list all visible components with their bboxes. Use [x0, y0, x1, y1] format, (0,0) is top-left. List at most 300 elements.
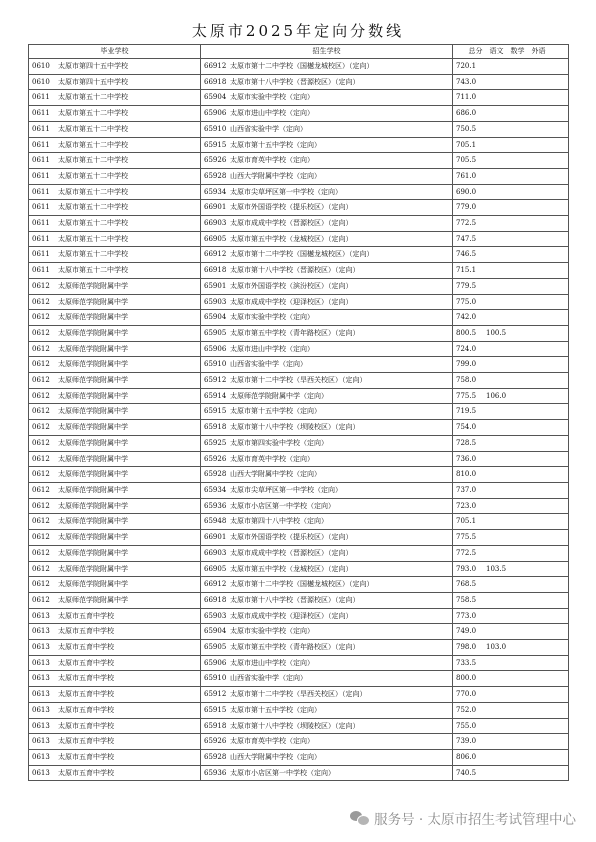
table-row	[29, 106, 569, 122]
table-row	[29, 451, 569, 467]
grad-school-cell	[29, 640, 201, 656]
table-row	[29, 121, 569, 137]
table-row	[29, 278, 569, 294]
score-cell	[453, 153, 569, 169]
total-score: 739.0	[456, 737, 477, 746]
score-cell	[453, 514, 569, 530]
grad-school-cell	[29, 687, 201, 703]
score-cell	[453, 388, 569, 404]
recruit-school-name: 太原市外国语学校（提乐校区）（定向）	[230, 203, 353, 212]
grad-school-cell	[29, 671, 201, 687]
recruit-school-code: 65904	[204, 313, 227, 322]
grad-school-name: 太原市第五十二中学校	[58, 93, 128, 102]
recruit-school-code: 66912	[204, 580, 227, 589]
recruit-school-name: 太原市尖草坪区第一中学校（定向）	[230, 187, 342, 196]
recruit-school-cell	[201, 734, 453, 750]
grad-school-name: 太原市第五十二中学校	[58, 124, 128, 133]
recruit-school-cell	[201, 514, 453, 530]
grad-school-cell	[29, 577, 201, 593]
total-score: 793.0	[456, 564, 477, 573]
score-cell	[453, 168, 569, 184]
table-header-row	[29, 45, 569, 59]
total-score: 720.1	[456, 62, 477, 70]
recruit-school-cell	[201, 545, 453, 561]
recruit-school-cell	[201, 216, 453, 232]
total-score: 742.0	[456, 313, 477, 322]
grad-school-cell	[29, 514, 201, 530]
recruit-school-name: 太原市第十八中学校（坝陵校区）（定向）	[230, 423, 360, 432]
grad-school-cell	[29, 373, 201, 389]
recruit-school-code: 66912	[204, 62, 227, 70]
recruit-school-code: 65914	[204, 391, 227, 400]
grad-school-name: 太原师范学院附属中学	[58, 470, 128, 479]
grad-school-code: 0612	[32, 470, 50, 479]
grad-school-code: 0610	[32, 77, 50, 86]
grad-school-name: 太原师范学院附属中学	[58, 328, 128, 337]
header-math: 数学	[510, 47, 525, 55]
grad-school-code: 0611	[32, 203, 50, 212]
recruit-school-name: 太原市育英中学校（定向）	[230, 156, 314, 165]
grad-school-code: 0613	[32, 658, 50, 667]
total-score: 810.0	[456, 470, 477, 479]
grad-school-name: 太原市第五十二中学校	[58, 234, 128, 243]
score-cell	[453, 498, 569, 514]
grad-school-cell	[29, 310, 201, 326]
total-score: 705.5	[456, 156, 477, 165]
grad-school-cell	[29, 404, 201, 420]
recruit-school-name: 山西大学附属中学校（定向）	[230, 752, 321, 761]
grad-school-code: 0613	[32, 690, 50, 699]
grad-school-name: 太原市五育中学校	[58, 737, 114, 746]
recruit-school-name: 太原市第十五中学校（定向）	[230, 140, 321, 149]
grad-school-name: 太原师范学院附属中学	[58, 501, 128, 510]
recruit-school-name: 太原市第十八中学校（坝陵校区）（定向）	[230, 721, 360, 730]
grad-school-name: 太原市五育中学校	[58, 721, 114, 730]
recruit-school-code: 65918	[204, 721, 227, 730]
recruit-school-cell	[201, 702, 453, 718]
recruit-school-cell	[201, 90, 453, 106]
total-score: 733.5	[456, 658, 477, 667]
recruit-school-name: 太原市进山中学校（定向）	[230, 658, 314, 667]
grad-school-name: 太原市五育中学校	[58, 611, 114, 620]
total-score: 758.5	[456, 595, 477, 604]
table-row	[29, 561, 569, 577]
recruit-school-cell	[201, 718, 453, 734]
recruit-school-code: 65910	[204, 360, 227, 369]
score-cell	[453, 263, 569, 279]
recruit-school-name: 太原市第十五中学校（定向）	[230, 705, 321, 714]
grad-school-name: 太原师范学院附属中学	[58, 407, 128, 416]
recruit-school-cell	[201, 671, 453, 687]
recruit-school-name: 太原市育英中学校（定向）	[230, 737, 314, 746]
grad-school-cell	[29, 655, 201, 671]
recruit-school-name: 山西省实验中学（定向）	[230, 124, 307, 133]
grad-school-name: 太原市五育中学校	[58, 643, 114, 652]
grad-school-name: 太原师范学院附属中学	[58, 548, 128, 557]
grad-school-code: 0612	[32, 438, 50, 447]
grad-school-cell	[29, 341, 201, 357]
recruit-school-cell	[201, 435, 453, 451]
recruit-school-code: 66903	[204, 219, 227, 228]
score-cell	[453, 749, 569, 765]
score-cell	[453, 640, 569, 656]
score-cell	[453, 451, 569, 467]
total-score: 775.0	[456, 297, 477, 306]
recruit-school-cell	[201, 687, 453, 703]
table-row	[29, 294, 569, 310]
table-row	[29, 184, 569, 200]
recruit-school-name: 太原市成成中学校（迎泽校区）（定向）	[230, 611, 353, 620]
recruit-school-code: 65934	[204, 187, 227, 196]
recruit-school-cell	[201, 420, 453, 436]
grad-school-name: 太原师范学院附属中学	[58, 454, 128, 463]
page-title: 太原市2025年定向分数线	[191, 22, 405, 40]
recruit-school-code: 65912	[204, 376, 227, 385]
table-row	[29, 137, 569, 153]
score-cell	[453, 608, 569, 624]
grad-school-name: 太原市第五十二中学校	[58, 250, 128, 259]
recruit-school-cell	[201, 325, 453, 341]
recruit-school-code: 65925	[204, 438, 227, 447]
recruit-school-cell	[201, 231, 453, 247]
recruit-school-code: 65904	[204, 93, 227, 102]
table-row	[29, 310, 569, 326]
recruit-school-name: 太原市第十二中学校（国樾龙城校区）（定向）	[230, 580, 374, 589]
grad-school-name: 太原师范学院附属中学	[58, 595, 128, 604]
grad-school-code: 0613	[32, 627, 50, 636]
recruit-school-cell	[201, 561, 453, 577]
table-row	[29, 702, 569, 718]
grad-school-name: 太原师范学院附属中学	[58, 376, 128, 385]
total-score: 768.5	[456, 580, 477, 589]
recruit-school-cell	[201, 530, 453, 546]
recruit-school-name: 山西大学附属中学校（定向）	[230, 470, 321, 479]
grad-school-code: 0611	[32, 93, 50, 102]
table-row	[29, 467, 569, 483]
total-score: 743.0	[456, 77, 477, 86]
score-cell	[453, 530, 569, 546]
grad-school-code: 0612	[32, 407, 50, 416]
recruit-school-name: 太原市第五中学校（龙城校区）（定向）	[230, 234, 353, 243]
total-score: 737.0	[456, 485, 477, 494]
chinese-score: 100.5	[486, 328, 507, 337]
header-scores	[453, 45, 569, 59]
total-score: 736.0	[456, 454, 477, 463]
chinese-score: 103.0	[486, 643, 507, 652]
total-score: 758.0	[456, 376, 477, 385]
grad-school-cell	[29, 106, 201, 122]
recruit-school-name: 山西省实验中学（定向）	[230, 674, 307, 683]
grad-school-cell	[29, 467, 201, 483]
table-row	[29, 357, 569, 373]
total-score: 800.0	[456, 674, 477, 683]
recruit-school-code: 66918	[204, 595, 227, 604]
total-score: 779.0	[456, 203, 477, 212]
table-row	[29, 592, 569, 608]
header-english: 外语	[531, 47, 546, 55]
grad-school-name: 太原市第五十二中学校	[58, 140, 128, 149]
recruit-school-name: 太原市第十二中学校（国樾龙城校区）（定向）	[230, 250, 374, 259]
grad-school-cell	[29, 216, 201, 232]
grad-school-name: 太原市五育中学校	[58, 658, 114, 667]
grad-school-cell	[29, 231, 201, 247]
grad-school-name: 太原市五育中学校	[58, 674, 114, 683]
grad-school-code: 0611	[32, 171, 50, 180]
total-score: 761.0	[456, 171, 477, 180]
score-cell	[453, 561, 569, 577]
grad-school-cell	[29, 420, 201, 436]
table-row	[29, 435, 569, 451]
recruit-school-cell	[201, 373, 453, 389]
grad-school-code: 0611	[32, 234, 50, 243]
recruit-school-code: 65906	[204, 658, 227, 667]
grad-school-code: 0612	[32, 344, 50, 353]
grad-school-name: 太原师范学院附属中学	[58, 297, 128, 306]
grad-school-code: 0613	[32, 721, 50, 730]
score-cell	[453, 671, 569, 687]
grad-school-name: 太原师范学院附属中学	[58, 485, 128, 494]
score-cell	[453, 325, 569, 341]
grad-school-code: 0612	[32, 485, 50, 494]
recruit-school-code: 66918	[204, 266, 227, 275]
recruit-school-code: 65903	[204, 297, 227, 306]
total-score: 724.0	[456, 344, 477, 353]
table-row	[29, 545, 569, 561]
score-cell	[453, 435, 569, 451]
grad-school-code: 0612	[32, 580, 50, 589]
recruit-school-cell	[201, 482, 453, 498]
recruit-school-name: 山西大学附属中学校（定向）	[230, 171, 321, 180]
grad-school-code: 0612	[32, 454, 50, 463]
table-row	[29, 655, 569, 671]
score-cell	[453, 231, 569, 247]
table-row	[29, 514, 569, 530]
recruit-school-code: 65928	[204, 470, 227, 479]
recruit-school-code: 66912	[204, 250, 227, 259]
recruit-school-code: 65936	[204, 501, 227, 510]
footer-watermark	[350, 808, 576, 828]
recruit-school-cell	[201, 749, 453, 765]
grad-school-name: 太原师范学院附属中学	[58, 564, 128, 573]
recruit-school-code: 66901	[204, 533, 227, 542]
grad-school-name: 太原市五育中学校	[58, 752, 114, 761]
total-score: 750.5	[456, 124, 477, 133]
header-recruit-school: 招生学校	[201, 45, 453, 59]
grad-school-name: 太原师范学院附属中学	[58, 344, 128, 353]
grad-school-code: 0612	[32, 328, 50, 337]
header-chinese: 语文	[489, 47, 504, 55]
grad-school-cell	[29, 74, 201, 90]
grad-school-name: 太原市第五十二中学校	[58, 156, 128, 165]
recruit-school-code: 65918	[204, 423, 227, 432]
recruit-school-code: 65906	[204, 109, 227, 118]
chinese-score: 106.0	[486, 391, 507, 400]
score-cell	[453, 294, 569, 310]
grad-school-cell	[29, 498, 201, 514]
grad-school-name: 太原市第五十二中学校	[58, 171, 128, 180]
table-row	[29, 341, 569, 357]
grad-school-code: 0612	[32, 376, 50, 385]
grad-school-code: 0612	[32, 391, 50, 400]
table-row	[29, 749, 569, 765]
score-cell	[453, 216, 569, 232]
recruit-school-cell	[201, 357, 453, 373]
grad-school-code: 0612	[32, 423, 50, 432]
recruit-school-code: 65928	[204, 752, 227, 761]
grad-school-cell	[29, 263, 201, 279]
recruit-school-code: 65934	[204, 485, 227, 494]
recruit-school-cell	[201, 200, 453, 216]
grad-school-cell	[29, 545, 201, 561]
score-cell	[453, 482, 569, 498]
grad-school-cell	[29, 592, 201, 608]
table-row	[29, 231, 569, 247]
table-row	[29, 153, 569, 169]
grad-school-code: 0612	[32, 533, 50, 542]
grad-school-code: 0611	[32, 187, 50, 196]
grad-school-code: 0611	[32, 124, 50, 133]
total-score: 705.1	[456, 140, 477, 149]
grad-school-code: 0613	[32, 752, 50, 761]
total-score: 740.5	[456, 768, 477, 777]
score-cell	[453, 247, 569, 263]
grad-school-name: 太原师范学院附属中学	[58, 580, 128, 589]
grad-school-name: 太原师范学院附属中学	[58, 533, 128, 542]
recruit-school-name: 太原市第十八中学校（晋源校区）（定向）	[230, 77, 360, 86]
total-score: 690.0	[456, 187, 477, 196]
recruit-school-name: 太原市外国语学校（提乐校区）（定向）	[230, 533, 353, 542]
grad-school-cell	[29, 59, 201, 75]
score-cell	[453, 404, 569, 420]
table-row	[29, 734, 569, 750]
total-score: 798.0	[456, 643, 477, 652]
grad-school-cell	[29, 121, 201, 137]
recruit-school-name: 太原市尖草坪区第一中学校（定向）	[230, 485, 342, 494]
score-cell	[453, 373, 569, 389]
grad-school-cell	[29, 200, 201, 216]
table-row	[29, 325, 569, 341]
total-score: 775.5	[456, 391, 477, 400]
total-score: 749.0	[456, 627, 477, 636]
recruit-school-cell	[201, 168, 453, 184]
grad-school-name: 太原师范学院附属中学	[58, 438, 128, 447]
grad-school-code: 0611	[32, 250, 50, 259]
grad-school-code: 0612	[32, 297, 50, 306]
grad-school-code: 0613	[32, 643, 50, 652]
score-cell	[453, 121, 569, 137]
table-row	[29, 388, 569, 404]
recruit-school-name: 太原市进山中学校（定向）	[230, 109, 314, 118]
table-row	[29, 765, 569, 781]
table-row	[29, 640, 569, 656]
recruit-school-code: 66905	[204, 564, 227, 573]
recruit-school-cell	[201, 498, 453, 514]
recruit-school-code: 65915	[204, 407, 227, 416]
recruit-school-cell	[201, 765, 453, 781]
recruit-school-name: 太原市小店区第一中学校（定向）	[230, 768, 335, 777]
recruit-school-name: 太原市第四十八中学校（定向）	[230, 517, 328, 526]
grad-school-name: 太原市第五十二中学校	[58, 266, 128, 275]
grad-school-name: 太原市第五十二中学校	[58, 219, 128, 228]
total-score: 806.0	[456, 752, 477, 761]
total-score: 775.5	[456, 533, 477, 542]
recruit-school-cell	[201, 153, 453, 169]
total-score: 705.1	[456, 517, 477, 526]
table-row	[29, 530, 569, 546]
score-cell	[453, 137, 569, 153]
score-cell	[453, 200, 569, 216]
grad-school-cell	[29, 294, 201, 310]
recruit-school-cell	[201, 577, 453, 593]
grad-school-name: 太原市第四十五中学校	[58, 62, 128, 70]
recruit-school-name: 太原市第五中学校（龙城校区）（定向）	[230, 564, 353, 573]
grad-school-name: 太原市第五十二中学校	[58, 109, 128, 118]
grad-school-name: 太原市五育中学校	[58, 627, 114, 636]
table-row	[29, 168, 569, 184]
header-grad-school: 毕业学校	[29, 45, 201, 59]
table-row	[29, 247, 569, 263]
score-cell	[453, 545, 569, 561]
grad-school-cell	[29, 435, 201, 451]
total-score: 755.0	[456, 721, 477, 730]
recruit-school-cell	[201, 121, 453, 137]
recruit-school-code: 65905	[204, 328, 227, 337]
grad-school-name: 太原市第五十二中学校	[58, 203, 128, 212]
recruit-school-code: 65915	[204, 705, 227, 714]
grad-school-cell	[29, 608, 201, 624]
grad-school-code: 0611	[32, 140, 50, 149]
grad-school-code: 0613	[32, 737, 50, 746]
recruit-school-code: 65901	[204, 281, 227, 290]
grad-school-cell	[29, 451, 201, 467]
total-score: 754.0	[456, 423, 477, 432]
recruit-school-code: 65904	[204, 627, 227, 636]
total-score: 728.5	[456, 438, 477, 447]
total-score: 686.0	[456, 109, 477, 118]
recruit-school-code: 66901	[204, 203, 227, 212]
grad-school-name: 太原市五育中学校	[58, 705, 114, 714]
recruit-school-cell	[201, 310, 453, 326]
table-row	[29, 74, 569, 90]
score-cell	[453, 357, 569, 373]
grad-school-code: 0612	[32, 313, 50, 322]
score-cell	[453, 702, 569, 718]
score-cell	[453, 310, 569, 326]
recruit-school-code: 65912	[204, 690, 227, 699]
score-cell	[453, 467, 569, 483]
recruit-school-name: 太原师范学院附属中学（定向）	[230, 391, 328, 400]
total-score: 747.5	[456, 234, 477, 243]
grad-school-name: 太原师范学院附属中学	[58, 313, 128, 322]
grad-school-cell	[29, 388, 201, 404]
recruit-school-cell	[201, 59, 453, 75]
grad-school-name: 太原市五育中学校	[58, 768, 114, 777]
recruit-school-cell	[201, 467, 453, 483]
recruit-school-name: 太原市成成中学校（晋源校区）（定向）	[230, 548, 353, 557]
grad-school-code: 0612	[32, 595, 50, 604]
recruit-school-code: 65926	[204, 156, 227, 165]
table-row	[29, 216, 569, 232]
grad-school-code: 0611	[32, 219, 50, 228]
table-row	[29, 608, 569, 624]
score-cell	[453, 106, 569, 122]
grad-school-cell	[29, 734, 201, 750]
recruit-school-code: 65926	[204, 737, 227, 746]
grad-school-name: 太原市五育中学校	[58, 690, 114, 699]
recruit-school-name: 太原市成成中学校（迎泽校区）（定向）	[230, 297, 353, 306]
score-cell	[453, 90, 569, 106]
score-cell	[453, 341, 569, 357]
